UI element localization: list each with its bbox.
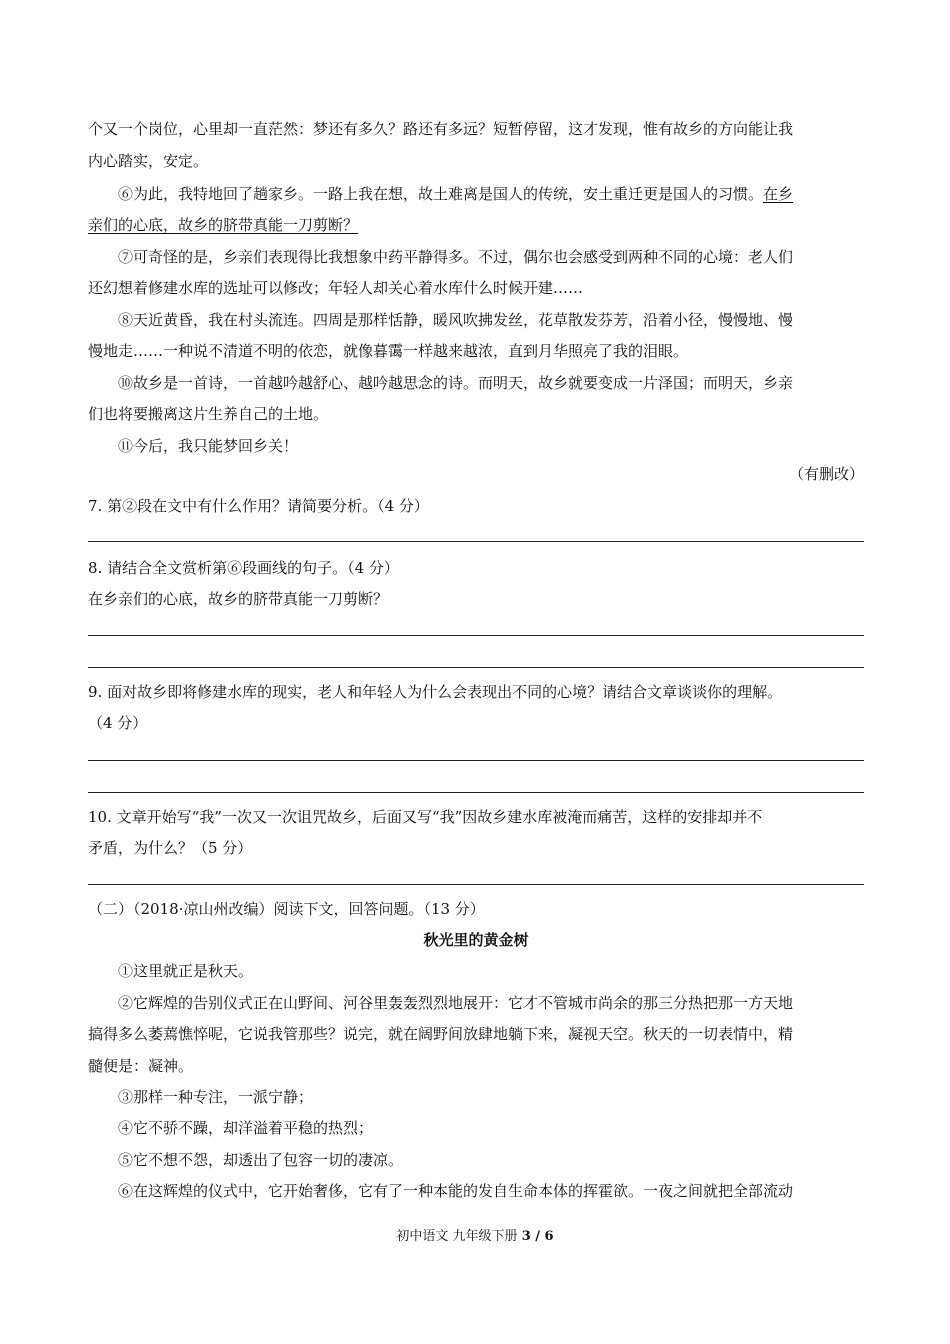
question-10-line-2: 矛盾，为什么？（5 分） [88, 839, 253, 857]
article-paragraph-2-line-2: 搞得多么萎蔫憔悴呢，它说我管那些？说完，就在阔野间放肆地躺下来，凝视天空。秋天的一切表情中，精 [88, 1025, 794, 1043]
article-paragraph-2-line-1: ②它辉煌的告别仪式正在山野间、河谷里轰轰烈烈地展开：它才不管城市尚余的那三分热把那一方天地 [118, 994, 794, 1012]
footer-label: 初中语文 九年级下册 [396, 1229, 522, 1244]
page-footer [0, 1228, 950, 1246]
article-paragraph-4: ④它不骄不躁，却洋溢着平稳的热烈； [118, 1119, 374, 1137]
question-7: 7. 第②段在文中有什么作用？请简要分析。（4 分） [88, 497, 429, 515]
answer-line [88, 792, 864, 793]
underlined-sentence-part-1: 在乡 [763, 185, 794, 203]
source-note: （有删改） [788, 465, 864, 483]
answer-line [88, 667, 864, 668]
answer-line [88, 884, 864, 885]
article-paragraph-5: ⑤它不想不怨，却透出了包容一切的凄凉。 [118, 1151, 404, 1169]
article-paragraph-1: ①这里就正是秋天。 [118, 962, 254, 980]
paragraph-7-line-2: 还幻想着修建水库的选址可以修改；年轻人却关心着水库什么时候开建…… [88, 279, 584, 297]
answer-line [88, 760, 864, 761]
section-2-header: （二）（2018·凉山州改编）阅读下文，回答问题。（13 分） [88, 900, 485, 918]
paragraph-7-line-1: ⑦可奇怪的是，乡亲们表现得比我想象中药平静得多。不过，偶尔也会感受到两种不同的心境：老人们 [118, 248, 794, 266]
answer-line [88, 541, 864, 542]
question-9-line-1: 9. 面对故乡即将修建水库的现实，老人和年轻人为什么会表现出不同的心境？请结合文章谈谈你的理解。 [88, 683, 783, 701]
article-paragraph-2-line-3: 髓便是：凝神。 [88, 1057, 194, 1075]
page-number: 3 / 6 [521, 1229, 554, 1244]
question-9-line-2: （4 分） [88, 714, 148, 732]
underlined-sentence-part-2: 亲们的心底，故乡的脐带真能一刀剪断？ [88, 216, 359, 234]
paragraph-11: ⑪今后，我只能梦回乡关！ [118, 437, 299, 455]
answer-line [88, 635, 864, 636]
paragraph-8-line-1: ⑧天近黄昏，我在村头流连。四周是那样恬静，暖风吹拂发丝，花草散发芬芳，沿着小径，慢慢地、慢 [118, 311, 794, 329]
paragraph-6-line-1 [118, 183, 864, 205]
article-paragraph-3: ③那样一种专注，一派宁静； [118, 1088, 314, 1106]
paragraph-6-line-2 [88, 214, 864, 236]
question-10-line-1: 10. 文章开始写“我”一次又一次诅咒故乡，后面又写“我”因故乡建水库被淹而痛苦，这样的安排却并不 [88, 808, 763, 826]
paragraph-10-line-2: 们也将要搬离这片生养自己的土地。 [88, 405, 329, 423]
article-title: 秋光里的黄金树 [423, 931, 529, 949]
article-paragraph-6: ⑥在这辉煌的仪式中，它开始奢侈，它有了一种本能的发自生命本体的挥霍欲。一夜之间就把全部流动 [118, 1182, 794, 1200]
question-8-quote: 在乡亲们的心底，故乡的脐带真能一刀剪断？ [88, 590, 389, 608]
paragraph-5-line-2: 内心踏实，安定。 [88, 152, 209, 170]
paragraph-5-line-1: 个又一个岗位，心里却一直茫然：梦还有多久？路还有多远？短暂停留，这才发现，惟有故乡的方向能让我 [88, 120, 794, 138]
paragraph-6-text: ⑥为此，我特地回了趟家乡。一路上我在想，故土难离是国人的传统，安土重迁更是国人的习惯。 [118, 185, 764, 203]
paragraph-8-line-2: 慢地走……一种说不清道不明的依恋，就像暮霭一样越来越浓，直到月华照亮了我的泪眼。 [88, 342, 689, 360]
paragraph-10-line-1: ⑩故乡是一首诗，一首越吟越舒心、越吟越思念的诗。而明天，故乡就要变成一片泽国；而明天，乡亲 [118, 374, 794, 392]
question-8: 8. 请结合全文赏析第⑥段画线的句子。（4 分） [88, 559, 399, 577]
